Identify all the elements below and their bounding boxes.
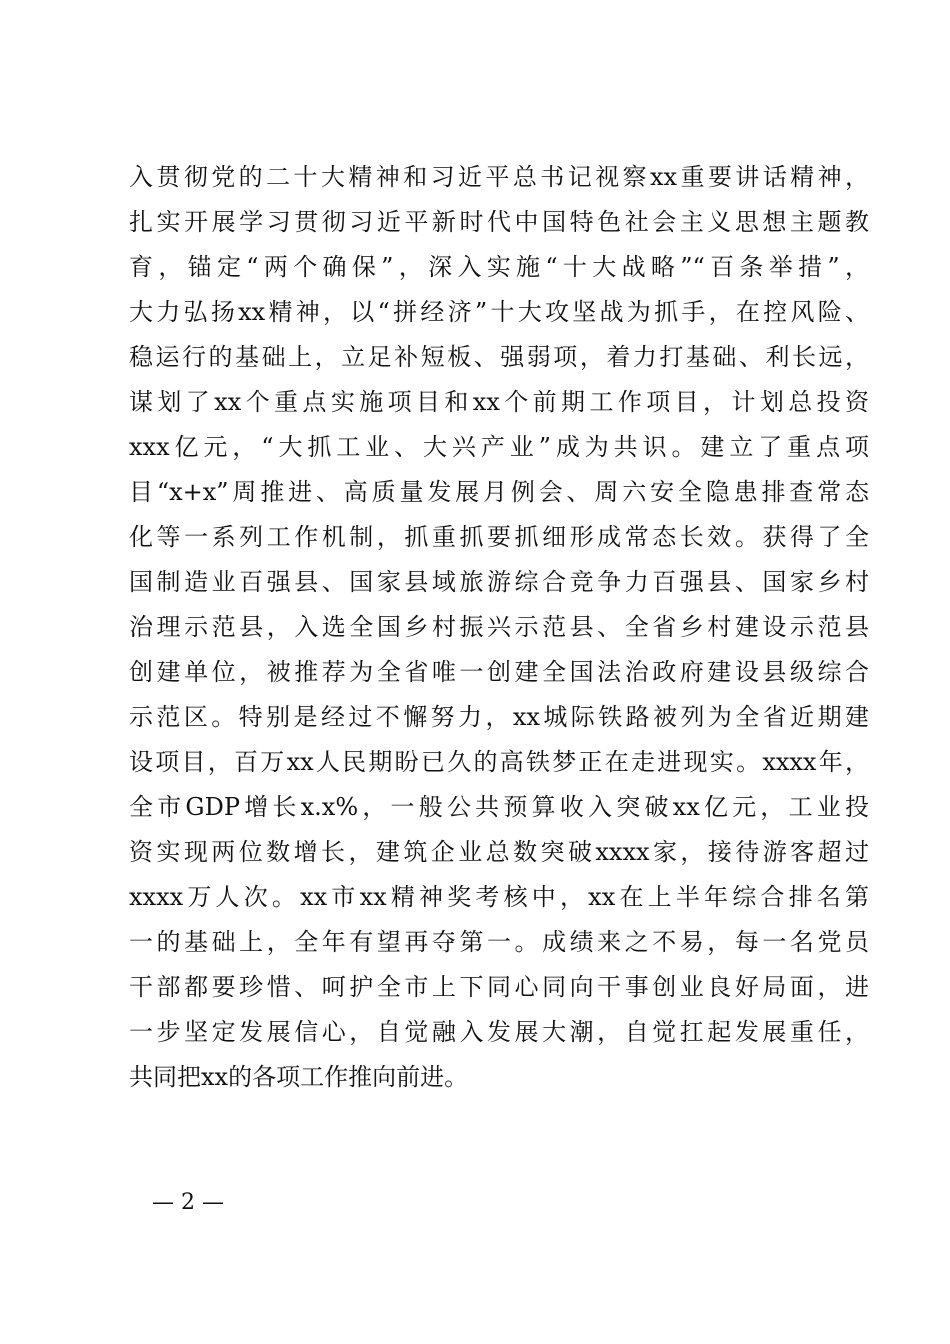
text-line: 一步坚定发展信心，自觉融入发展大潮，自觉扛起发展重任， bbox=[129, 1018, 869, 1046]
text-line: xxx亿元，“大抓工业、大兴产业”成为共识。建立了重点项 bbox=[129, 433, 869, 461]
text-line: 一的基础上，全年有望再夺第一。成绩来之不易，每一名党员 bbox=[129, 928, 869, 956]
text-line: 全市GDP增长x.x%，一般公共预算收入突破xx亿元，工业投 bbox=[129, 793, 869, 821]
text-line: 大力弘扬xx精神，以“拼经济”十大攻坚战为抓手，在控风险、 bbox=[129, 298, 869, 326]
text-line: 育，锚定“两个确保”，深入实施“十大战略”“百条举措”， bbox=[129, 253, 869, 281]
text-line: 化等一系列工作机制，抓重抓要抓细形成常态长效。获得了全 bbox=[129, 523, 869, 551]
text-line: 扎实开展学习贯彻习近平新时代中国特色社会主义思想主题教 bbox=[129, 208, 869, 236]
body-text bbox=[129, 155, 869, 1100]
text-line: 国制造业百强县、国家县域旅游综合竞争力百强县、国家乡村 bbox=[129, 568, 869, 596]
text-line: 资实现两位数增长，建筑企业总数突破xxxx家，接待游客超过 bbox=[129, 838, 869, 866]
text-line: 稳运行的基础上，立足补短板、强弱项，着力打基础、利长远， bbox=[129, 343, 869, 371]
text-line: 共同把xx的各项工作推向前进。 bbox=[129, 1063, 469, 1091]
text-line: 干部都要珍惜、呵护全市上下同心同向干事创业良好局面，进 bbox=[129, 973, 869, 1001]
text-line: 目“x+x”周推进、高质量发展月例会、周六安全隐患排查常态 bbox=[129, 478, 869, 506]
text-line: 创建单位，被推荐为全省唯一创建全国法治政府建设县级综合 bbox=[129, 658, 869, 686]
text-line: 示范区。特别是经过不懈努力，xx城际铁路被列为全省近期建 bbox=[129, 703, 869, 731]
text-line: 设项目，百万xx人民期盼已久的高铁梦正在走进现实。xxxx年， bbox=[129, 748, 869, 776]
text-line: 谋划了xx个重点实施项目和xx个前期工作项目，计划总投资 bbox=[129, 388, 869, 416]
page-number: — 2 — bbox=[152, 1190, 224, 1215]
text-line: 治理示范县，入选全国乡村振兴示范县、全省乡村建设示范县 bbox=[129, 613, 869, 641]
text-line: 入贯彻党的二十大精神和习近平总书记视察xx重要讲话精神， bbox=[129, 163, 869, 191]
text-line: xxxx万人次。xx市xx精神奖考核中，xx在上半年综合排名第 bbox=[129, 883, 869, 911]
